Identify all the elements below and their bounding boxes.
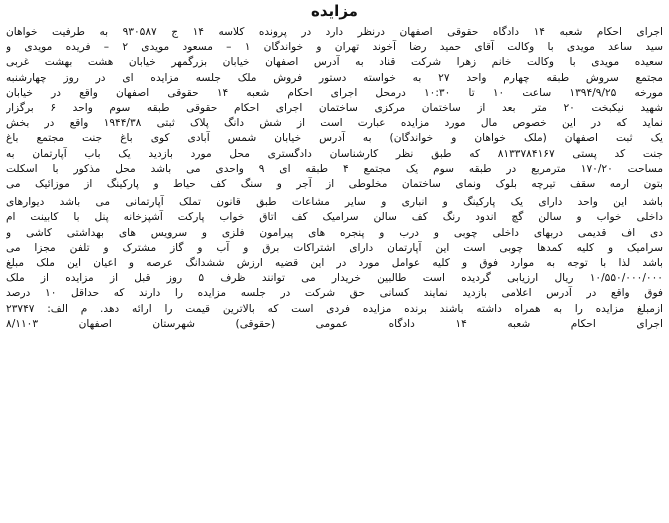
text-line: سعیده مویدی با وکالت خانم زهرا شرکت قناد به آدرس اصفهان خیابان بزرگمهر خیابان هشت بهشت غربی <box>6 56 663 69</box>
text-line: یک ثبت اصفهان (ملک خواهان و خواندگان) به آدرس خیابان شمس آبادی کوی باغ جنت مجتمع باغ <box>6 132 663 145</box>
notice-paragraph-2 <box>6 195 663 332</box>
text-line: دی اف قدیمی دربهای داخلی چوبی و درب و پنجره های پیرامون فلزی و سرویس های بهداشتی کاشی و <box>6 226 663 239</box>
text-line: باشد این واحد دارای یک پارکینگ و انباری و سایر مشاعات طبق قانون تملک آپارتمانی می باشد دیوارهای <box>6 196 663 209</box>
page-title: مزایده <box>311 2 358 20</box>
text-line: داخلی خواب و سالن گچ اندود رنگ کف سالن سرامیک کف اتاق خواب پارکت آشپزخانه پنل با کابینت ام <box>6 211 663 224</box>
notice-paragraph-1 <box>6 25 663 192</box>
text-line: جنت کد پستی ۸۱۳۳۷۸۴۱۶۷ که طبق نظر کارشناسان دادگستری محل مورد بازدید یک باب آپارتمان به <box>6 147 663 160</box>
text-line: ۱۰/۵۵۰/۰۰۰/۰۰۰ ریال ارزیابی گردیده است طالبین خریدار می توانند ظرف ۵ روز قبل از مزایده از ملک <box>6 272 663 285</box>
text-line: ازمبلغ مزایده را به همراه داشته باشند برنده مزایده فردی است که بالاترین قیمت را ارائه دهد. م الف: ۲۳۷۴۷ <box>6 302 663 315</box>
text-line: سرامیک و کلیه کمدها چوبی است این آپارتمان دارای اشتراکات برق و آب و گاز مشترک و تلفن مجزا می <box>6 241 663 254</box>
notice-page <box>6 0 663 523</box>
text-line: اجرای احکام شعبه ۱۴ دادگاه عمومی (حقوقی) شهرستان اصفهان ۸/۱۱۰۳ <box>6 317 663 330</box>
text-line: باشد لذا با توجه به موارد فوق و کلیه عوامل مورد در این قضیه ارزش ششدانگ عرصه و اعیان این ملک مبلغ <box>6 257 663 270</box>
text-line: مورخه ۱۳۹۴/۹/۲۵ ساعت ۱۰ تا ۱۰:۳۰ درمحل اجرای احکام شعبه ۱۴ حقوقی اصفهان واقع در خیابان <box>6 86 663 99</box>
text-line: بتون ارمه سقف تیرچه بلوک ونمای ساختمان مخلوطی از آجر و سنگ کف حیاط و پارکینگ از موزائیک می <box>6 178 663 191</box>
text-line: اجرای احکام شعبه ۱۴ دادگاه حقوقی اصفهان درنظر دارد در پرونده کلاسه ۱۴ ج ۹۳۰۵۸۷ به طرفیت خواهان <box>6 26 663 38</box>
text-line: سید ساعد مویدی با وکالت آقای حمید رضا آخوند تهران و خواندگان ۱ – مسعود مویدی ۲ – فریده مویدی و <box>6 41 663 54</box>
text-line: شهید نیکبخت ۲۰ متر بعد از ساختمان مرکزی ساختمان اجرای احکام حقوقی طبقه سوم واحد ۶ برگزار <box>6 102 663 115</box>
text-line: فوق واقع در آدرس اعلامی بازدید نمایند کسانی حق شرکت در جلسه مزایده را دارند که حداقل ۱۰ درصد <box>6 287 663 300</box>
text-line: نماید که در این خصوص مال مورد مزایده عبارت است از شش دانگ پلاک ثبتی ۱۹۴۴/۳۸ واقع در بخش <box>6 117 663 130</box>
text-line: مساحت ۱۷۰/۲۰ مترمربع در طبقه سوم یک مجتمع ۴ طبقه ای ۹ واحدی می باشد محل مذکور با اسکلت <box>6 162 663 175</box>
text-line: مجتمع سروش طبقه چهارم واحد ۲۷ به خواسته دستور فروش ملک جلسه مزایده ای در روز چهارشنبه <box>6 71 663 84</box>
